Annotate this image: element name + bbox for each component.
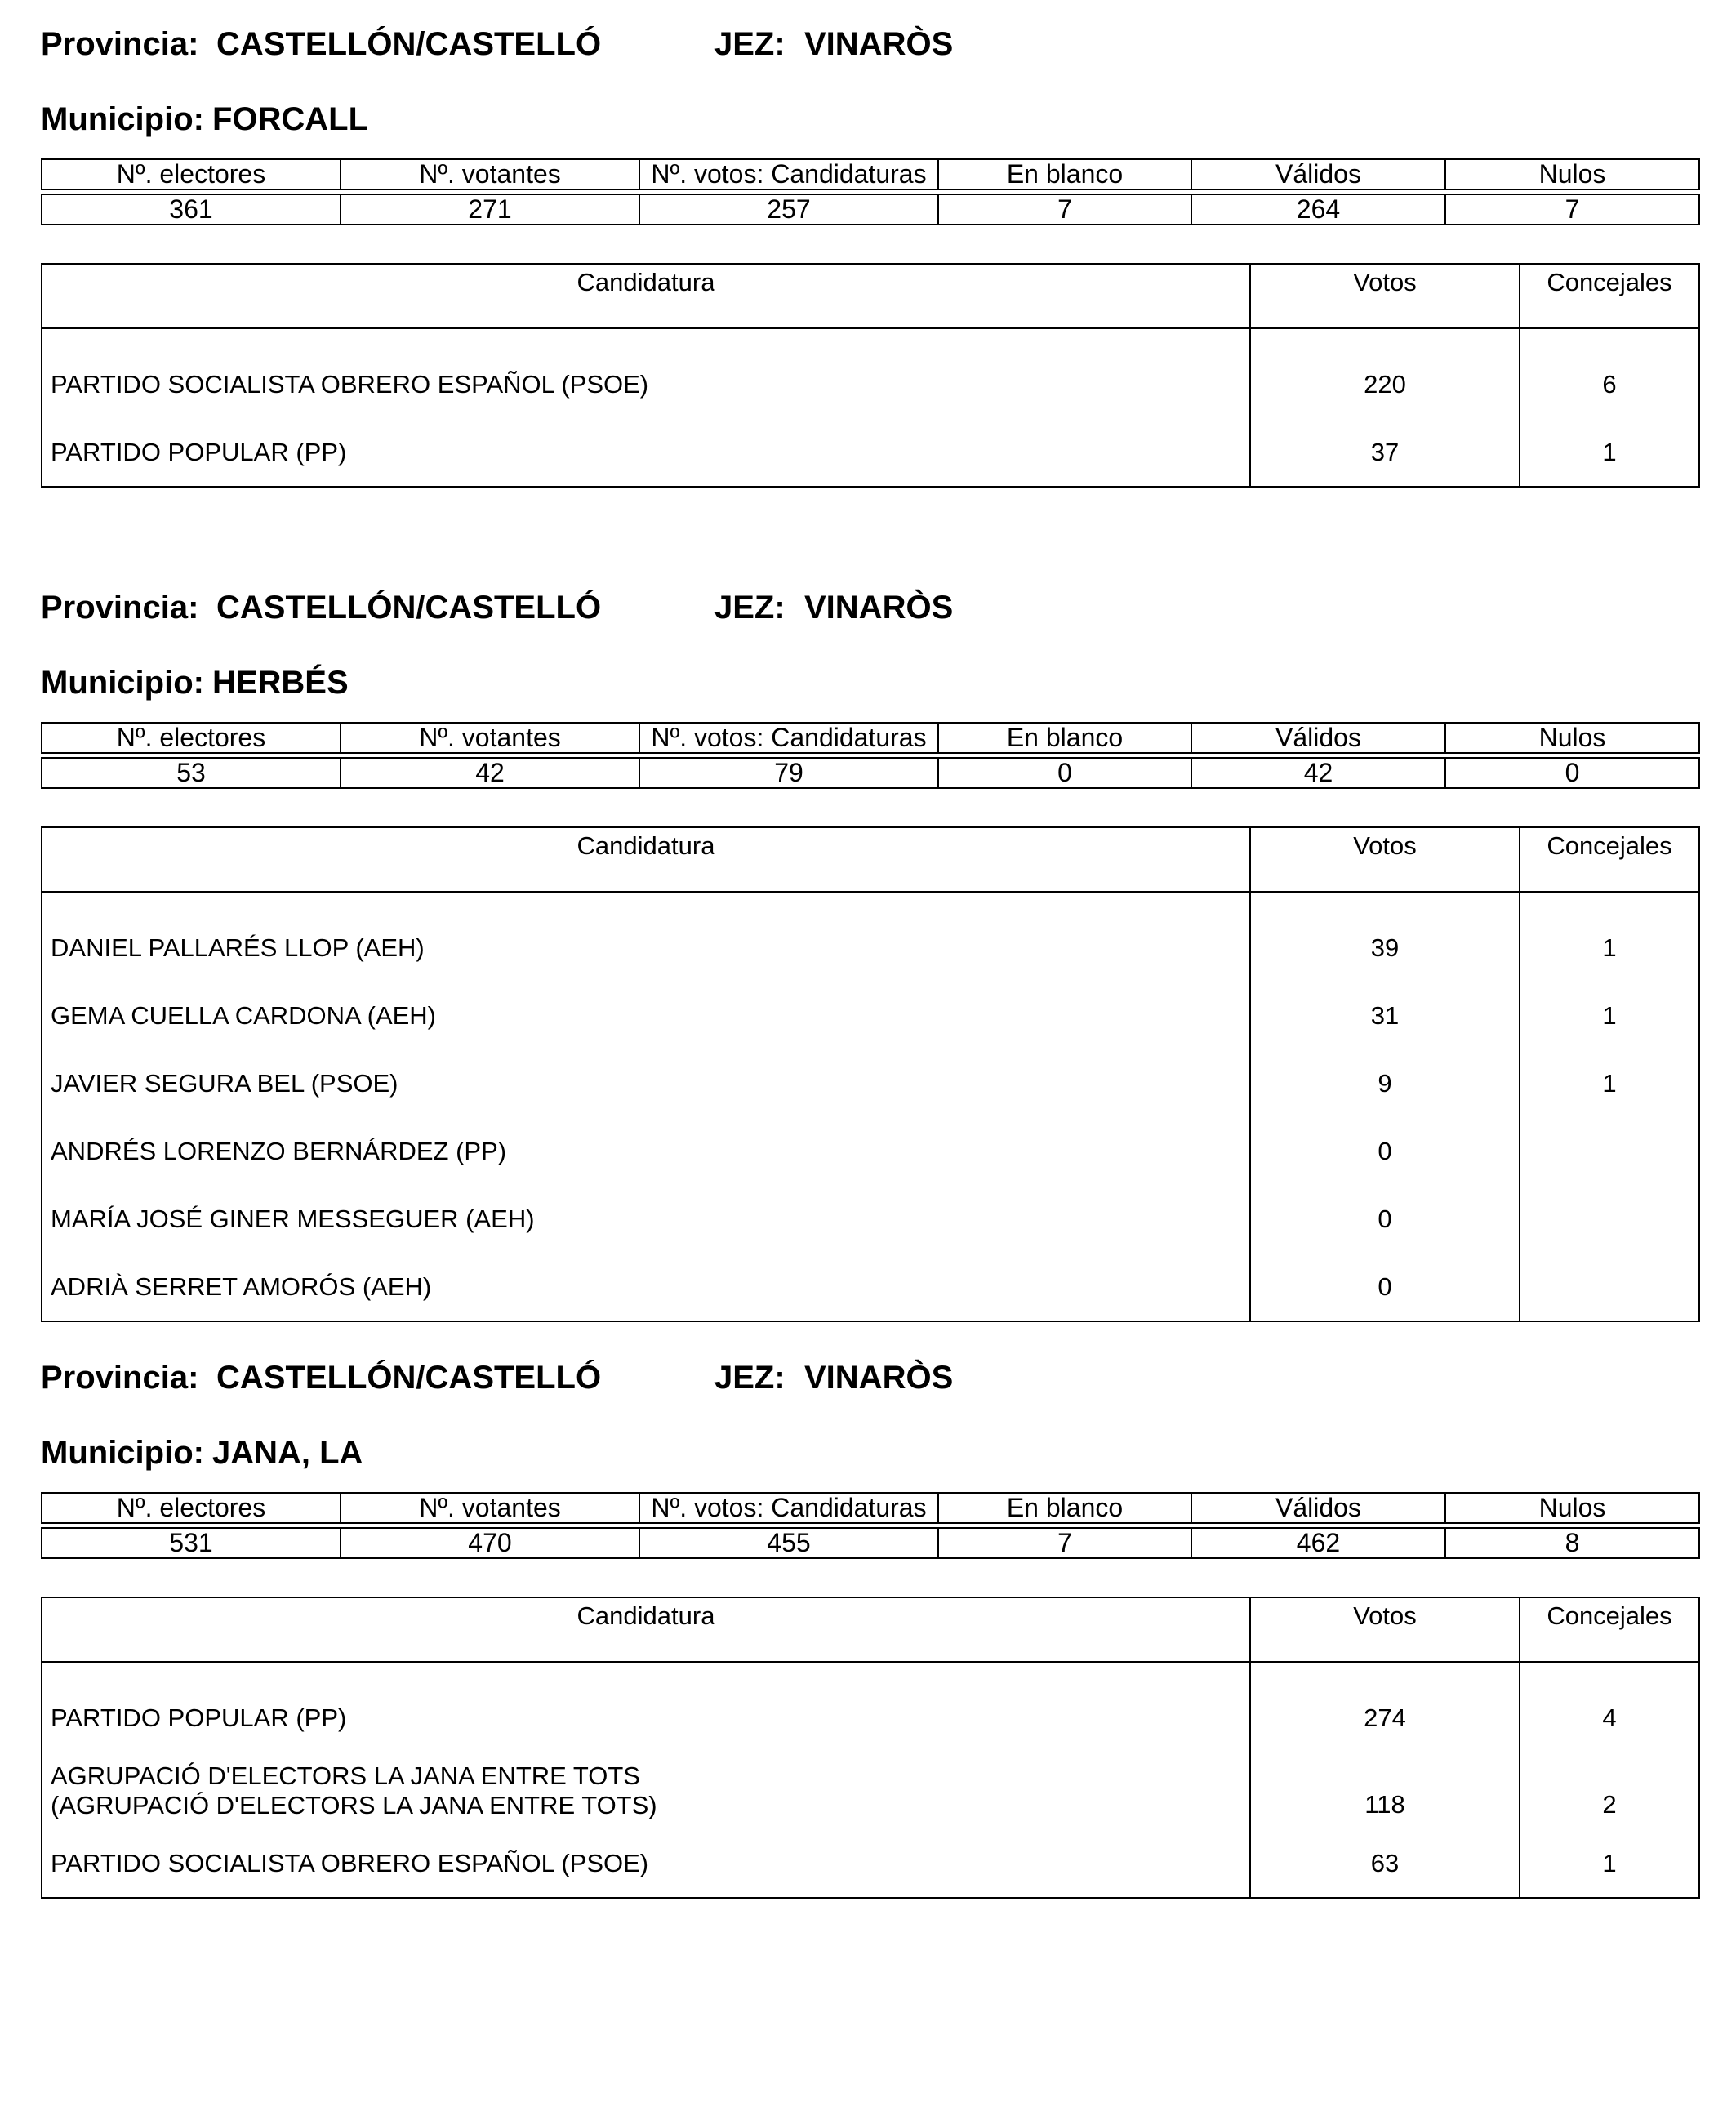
candidate-concejales: 1	[1520, 982, 1699, 1049]
candidate-row	[42, 892, 1699, 982]
municipio-value: FORCALL	[211, 101, 369, 137]
candidate-name: ADRIÀ SERRET AMORÓS (AEH)	[42, 1253, 1250, 1321]
jez-label: JEZ:	[714, 590, 786, 626]
candidate-row	[42, 1829, 1699, 1898]
candidate-votos: 274	[1250, 1662, 1520, 1752]
candidate-votos: 220	[1250, 328, 1520, 418]
concejales-header: Concejales	[1520, 1597, 1699, 1662]
candidates-header-row	[42, 827, 1699, 892]
candidate-row	[42, 418, 1699, 487]
en-blanco-header: En blanco	[938, 159, 1191, 189]
votos-header: Votos	[1250, 1597, 1520, 1662]
candidate-votos: 31	[1250, 982, 1520, 1049]
candidate-row	[42, 1117, 1699, 1185]
concejales-header: Concejales	[1520, 827, 1699, 892]
candidate-concejales: 1	[1520, 1049, 1699, 1117]
jez-label: JEZ:	[714, 1360, 786, 1396]
stats-table	[41, 158, 1700, 225]
municipio-label: Municipio:	[41, 665, 204, 701]
municipio-value: HERBÉS	[211, 665, 349, 701]
municipio-heading	[41, 665, 349, 701]
candidate-row	[42, 1253, 1699, 1321]
jez-value: VINARÒS	[804, 1360, 954, 1396]
candidates-header-row	[42, 1597, 1699, 1662]
candidate-votos: 0	[1250, 1253, 1520, 1321]
candidate-name: GEMA CUELLA CARDONA (AEH)	[42, 982, 1250, 1049]
jez-value: VINARÒS	[804, 590, 954, 626]
candidate-row	[42, 982, 1699, 1049]
candidates-table	[41, 826, 1700, 1322]
municipio-section-forcall	[41, 26, 1698, 466]
candidate-name: PARTIDO SOCIALISTA OBRERO ESPAÑOL (PSOE)	[42, 1829, 1250, 1898]
candidate-row	[42, 1752, 1699, 1829]
stats-header-row	[42, 1493, 1699, 1523]
provincia-value: CASTELLÓN/CASTELLÓ	[216, 590, 602, 626]
stats-value-row	[42, 194, 1699, 225]
candidate-concejales	[1520, 1185, 1699, 1253]
candidate-name: PARTIDO SOCIALISTA OBRERO ESPAÑOL (PSOE)	[42, 328, 1250, 418]
provincia-label: Provincia:	[41, 26, 199, 62]
municipio-section-herbes	[41, 590, 1698, 1301]
votantes-value: 42	[341, 758, 639, 788]
en-blanco-value: 7	[938, 1528, 1191, 1558]
candidate-votos: 9	[1250, 1049, 1520, 1117]
candidate-name: PARTIDO POPULAR (PP)	[42, 1662, 1250, 1752]
candidate-concejales: 6	[1520, 328, 1699, 418]
candidate-concejales	[1520, 1117, 1699, 1185]
nulos-header: Nulos	[1445, 1493, 1699, 1523]
electores-header: Nº. electores	[42, 159, 341, 189]
candidate-votos: 118	[1250, 1752, 1520, 1829]
municipio-heading	[41, 1435, 363, 1472]
stats-header-row	[42, 723, 1699, 753]
candidates-table	[41, 1597, 1700, 1899]
votantes-header: Nº. votantes	[341, 1493, 639, 1523]
provincia-label: Provincia:	[41, 1360, 199, 1396]
votantes-header: Nº. votantes	[341, 159, 639, 189]
provincia-value: CASTELLÓN/CASTELLÓ	[216, 1360, 602, 1396]
electores-value: 531	[42, 1528, 341, 1558]
votos-candidaturas-value: 455	[639, 1528, 938, 1558]
candidate-row	[42, 328, 1699, 418]
candidate-name: AGRUPACIÓ D'ELECTORS LA JANA ENTRE TOTS (AGRUPACIÓ D'ELECTORS LA JANA ENTRE TOTS)	[42, 1752, 1250, 1829]
en-blanco-value: 0	[938, 758, 1191, 788]
candidate-row	[42, 1049, 1699, 1117]
validos-header: Válidos	[1191, 723, 1445, 753]
votos-header: Votos	[1250, 264, 1520, 328]
votos-candidaturas-value: 257	[639, 194, 938, 225]
votantes-value: 470	[341, 1528, 639, 1558]
votos-header: Votos	[1250, 827, 1520, 892]
nulos-value: 0	[1445, 758, 1699, 788]
validos-value: 264	[1191, 194, 1445, 225]
jez-label: JEZ:	[714, 26, 786, 62]
stats-value-row	[42, 758, 1699, 788]
stats-value-row	[42, 1528, 1699, 1558]
candidates-header-row	[42, 264, 1699, 328]
provincia-value: CASTELLÓN/CASTELLÓ	[216, 26, 602, 62]
votos-candidaturas-header: Nº. votos: Candidaturas	[639, 159, 938, 189]
candidate-votos: 39	[1250, 892, 1520, 982]
municipio-label: Municipio:	[41, 101, 204, 137]
candidatura-header: Candidatura	[42, 1597, 1250, 1662]
validos-header: Válidos	[1191, 1493, 1445, 1523]
candidate-concejales: 1	[1520, 1829, 1699, 1898]
candidate-name: JAVIER SEGURA BEL (PSOE)	[42, 1049, 1250, 1117]
provincia-label: Provincia:	[41, 590, 199, 626]
validos-value: 462	[1191, 1528, 1445, 1558]
candidate-concejales: 2	[1520, 1752, 1699, 1829]
section-header	[41, 590, 1698, 647]
stats-table	[41, 722, 1700, 789]
electores-header: Nº. electores	[42, 723, 341, 753]
electores-value: 361	[42, 194, 341, 225]
candidate-votos: 0	[1250, 1117, 1520, 1185]
section-header	[41, 26, 1698, 83]
concejales-header: Concejales	[1520, 264, 1699, 328]
stats-table	[41, 1492, 1700, 1559]
nulos-header: Nulos	[1445, 723, 1699, 753]
en-blanco-header: En blanco	[938, 1493, 1191, 1523]
municipio-value: JANA, LA	[211, 1435, 363, 1471]
candidate-name: MARÍA JOSÉ GINER MESSEGUER (AEH)	[42, 1185, 1250, 1253]
municipio-label: Municipio:	[41, 1435, 204, 1471]
validos-value: 42	[1191, 758, 1445, 788]
validos-header: Válidos	[1191, 159, 1445, 189]
candidate-row	[42, 1662, 1699, 1752]
en-blanco-value: 7	[938, 194, 1191, 225]
candidate-votos: 0	[1250, 1185, 1520, 1253]
candidate-name: PARTIDO POPULAR (PP)	[42, 418, 1250, 487]
candidate-name: ANDRÉS LORENZO BERNÁRDEZ (PP)	[42, 1117, 1250, 1185]
candidate-votos: 63	[1250, 1829, 1520, 1898]
votantes-header: Nº. votantes	[341, 723, 639, 753]
stats-header-row	[42, 159, 1699, 189]
candidatura-header: Candidatura	[42, 264, 1250, 328]
municipio-section-jana-la	[41, 1360, 1698, 1877]
votantes-value: 271	[341, 194, 639, 225]
candidate-row	[42, 1185, 1699, 1253]
votos-candidaturas-header: Nº. votos: Candidaturas	[639, 723, 938, 753]
votos-candidaturas-value: 79	[639, 758, 938, 788]
nulos-header: Nulos	[1445, 159, 1699, 189]
candidate-name: DANIEL PALLARÉS LLOP (AEH)	[42, 892, 1250, 982]
nulos-value: 8	[1445, 1528, 1699, 1558]
municipio-heading	[41, 101, 368, 138]
candidate-concejales: 4	[1520, 1662, 1699, 1752]
nulos-value: 7	[1445, 194, 1699, 225]
jez-value: VINARÒS	[804, 26, 954, 62]
section-header	[41, 1360, 1698, 1417]
votos-candidaturas-header: Nº. votos: Candidaturas	[639, 1493, 938, 1523]
candidate-votos: 37	[1250, 418, 1520, 487]
candidate-concejales: 1	[1520, 892, 1699, 982]
candidatura-header: Candidatura	[42, 827, 1250, 892]
candidates-table	[41, 263, 1700, 488]
candidate-concejales: 1	[1520, 418, 1699, 487]
electores-header: Nº. electores	[42, 1493, 341, 1523]
candidate-concejales	[1520, 1253, 1699, 1321]
electores-value: 53	[42, 758, 341, 788]
en-blanco-header: En blanco	[938, 723, 1191, 753]
